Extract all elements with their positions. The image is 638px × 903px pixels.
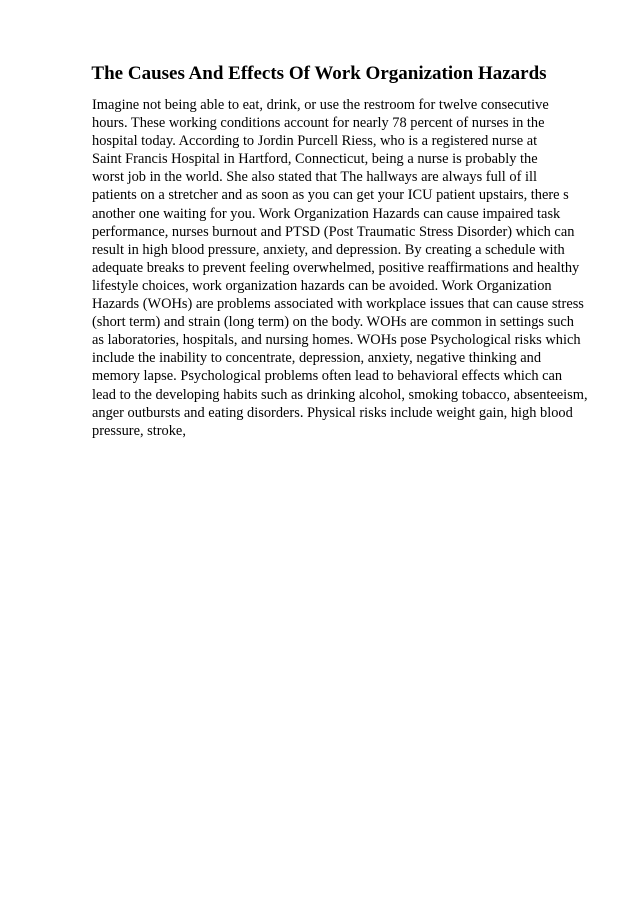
text-line: hospital today. According to Jordin Purcell Riess, who is a registered nurse at	[92, 133, 538, 150]
body-paragraph	[92, 96, 592, 440]
text-line: Saint Francis Hospital in Hartford, Connecticut, being a nurse is probably the	[92, 151, 538, 168]
text-line: hours. These working conditions account for nearly 78 percent of nurses in the	[92, 115, 545, 132]
text-line: include the inability to concentrate, depression, anxiety, negative thinking and	[92, 350, 542, 367]
text-line: Hazards (WOHs) are problems associated with workplace issues that can cause stress	[92, 296, 584, 313]
text-line: as laboratories, hospitals, and nursing homes. WOHs pose Psychological risks which	[92, 332, 581, 349]
text-line: patients on a stretcher and as soon as you can get your ICU patient upstairs, there s	[92, 187, 569, 204]
text-line: (short term) and strain (long term) on the body. WOHs are common in settings such	[92, 314, 574, 331]
document-title: The Causes And Effects Of Work Organization Hazards	[91, 63, 547, 84]
text-line: Imagine not being able to eat, drink, or use the restroom for twelve consecutive	[92, 97, 549, 113]
text-line: pressure, stroke,	[92, 422, 186, 439]
text-line: performance, nurses burnout and PTSD (Post Traumatic Stress Disorder) which can	[92, 223, 575, 240]
text-line: lifestyle choices, work organization hazards can be avoided. Work Organization	[92, 277, 552, 294]
text-line: lead to the developing habits such as drinking alcohol, smoking tobacco, absenteeism,	[92, 386, 588, 403]
text-line: adequate breaks to prevent feeling overwhelmed, positive reaffirmations and healthy	[92, 259, 580, 276]
text-line: result in high blood pressure, anxiety, and depression. By creating a schedule with	[92, 241, 565, 258]
text-line: memory lapse. Psychological problems often lead to behavioral effects which can	[92, 368, 563, 385]
text-line: anger outbursts and eating disorders. Physical risks include weight gain, high blood	[92, 404, 573, 421]
text-line: worst job in the world. She also stated that The hallways are always full of ill	[92, 169, 537, 186]
text-line: another one waiting for you. Work Organization Hazards can cause impaired task	[92, 205, 561, 222]
